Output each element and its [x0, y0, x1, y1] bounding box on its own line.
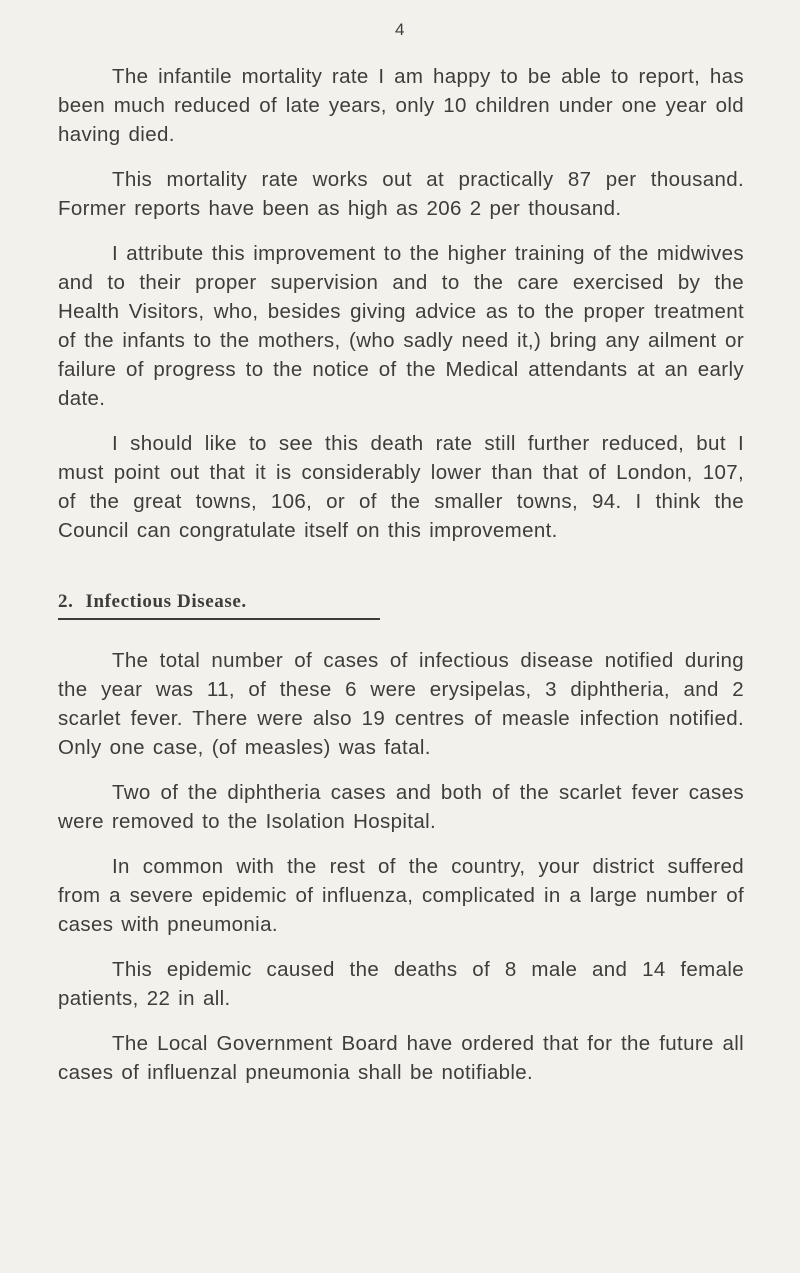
section-heading	[58, 591, 380, 620]
paragraph-epidemic-deaths: This epidemic caused the deaths of 8 male and 14 female patients, 22 in all.	[58, 958, 744, 1010]
page-number: 4	[395, 20, 405, 39]
paragraph-mortality-rate: This mortality rate works out at practically 87 per thousand. Former reports have been as high as 206 2 per thousand.	[58, 168, 744, 220]
paragraph-isolation-hospital: Two of the diphtheria cases and both of the scarlet fever cases were removed to the Isolation Hospital.	[58, 781, 744, 833]
paragraph-notifiable-order: The Local Government Board have ordered that for the future all cases of influenzal pneumonia shall be notifiable.	[58, 1032, 744, 1084]
heading-underline	[58, 618, 380, 620]
paragraph-infectious-cases: The total number of cases of infectious disease notified during the year was 11, of these 6 were erysipelas, 3 diphtheria, and 2 scarlet fever. There were also 19 centres of measle infection notified. Only one case, (of measles) was fatal.	[58, 649, 744, 759]
paragraph-infantile-mortality: The infantile mortality rate I am happy to be able to report, has been much reduced of late years, only 10 children under one year old having died.	[58, 65, 744, 146]
section-number: 2.	[58, 591, 74, 612]
body-text	[58, 62, 744, 1103]
paragraph-improvement-attribution: I attribute this improvement to the higher training of the midwives and to their proper supervision and to the care exercised by the Health Visitors, who, besides giving advice as to the proper treatment of the infants to the mothers, (who sadly need it,) bring any ailment or failure of progress to the notice of the Medical attendants at an early date.	[58, 242, 744, 410]
paragraph-death-rate-comparison: I should like to see this death rate still further reduced, but I must point out that it is considerably lower than that of London, 107, of the great towns, 106, or of the smaller towns, 94. I think the Council can congratulate itself on this improvement.	[58, 432, 744, 542]
paragraph-influenza-epidemic: In common with the rest of the country, your district suffered from a severe epidemic of influenza, complicated in a large number of cases with pneumonia.	[58, 855, 744, 936]
section-title: Infectious Disease.	[85, 591, 247, 612]
